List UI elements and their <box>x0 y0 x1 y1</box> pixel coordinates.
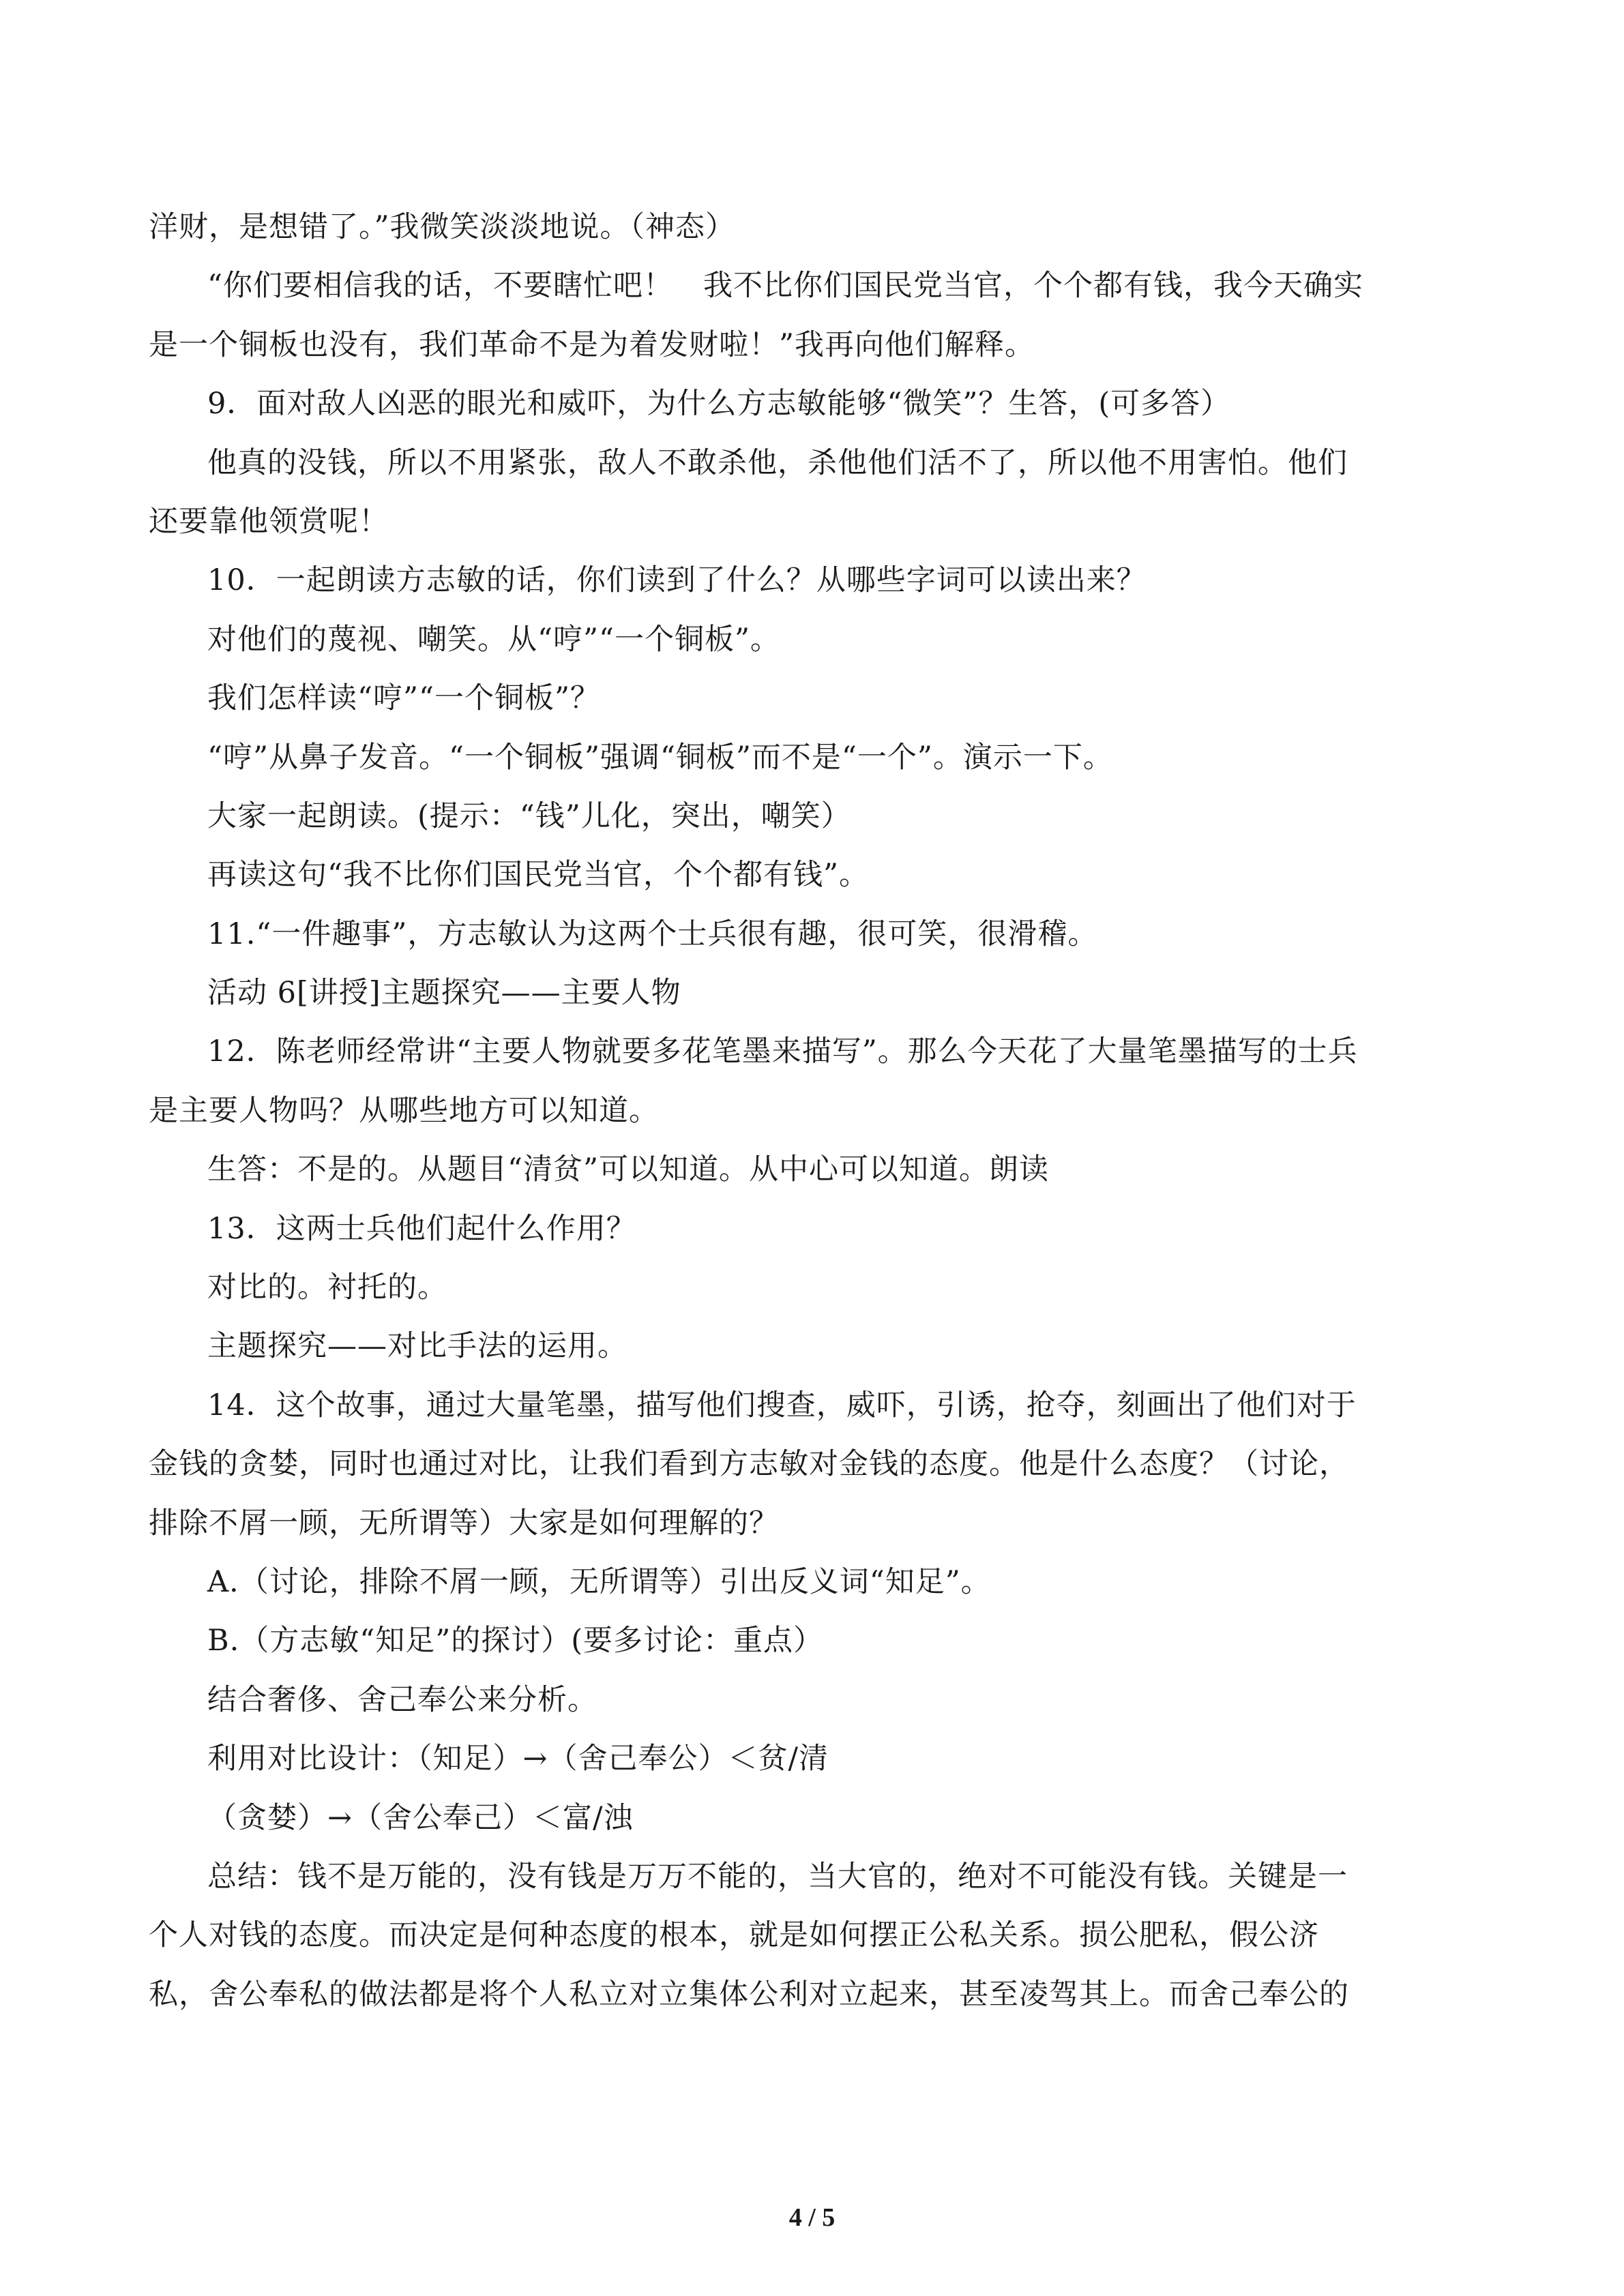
page-number: 4 / 5 <box>788 2203 836 2232</box>
text-line: 是主要人物吗？从哪些地方可以知道。 <box>149 1093 659 1128</box>
text-line: 私，舍公奉私的做法都是将个人私立对立集体公利对立起来，甚至凌驾其上。而舍己奉公的 <box>149 1977 1349 2012</box>
text-line: 对比的。衬托的。 <box>207 1270 447 1305</box>
text-line: 9．面对敌人凶恶的眼光和威吓，为什么方志敏能够“微笑”？生答，(可多答） <box>207 387 1231 421</box>
text-line: “你们要相信我的话，不要瞎忙吧！ 我不比你们国民党当官，个个都有钱，我今天确实 <box>207 269 1363 303</box>
text-line: 再读这句“我不比你们国民党当官，个个都有钱”。 <box>207 858 869 893</box>
text-line: 金钱的贪婪，同时也通过对比，让我们看到方志敏对金钱的态度。他是什么态度？（讨论， <box>149 1447 1349 1482</box>
text-line: 我们怎样读“哼”“一个铜板”？ <box>207 681 600 716</box>
text-line: （贪婪）→（舍公奉己）＜富/浊 <box>207 1800 634 1835</box>
text-line: 利用对比设计：（知足）→（舍己奉公）＜贫/清 <box>207 1742 829 1776</box>
text-line: B.（方志敏“知足”的探讨）(要多讨论：重点） <box>207 1624 824 1658</box>
text-line: “哼”从鼻子发音。“一个铜板”强调“铜板”而不是“一个”。演示一下。 <box>207 740 1113 775</box>
text-line: 生答：不是的。从题目“清贫”可以知道。从中心可以知道。朗读 <box>207 1152 1049 1187</box>
text-line: 是一个铜板也没有，我们革命不是为着发财啦！”我再向他们解释。 <box>149 327 1035 362</box>
text-line: 结合奢侈、舍己奉公来分析。 <box>207 1682 597 1717</box>
body-text <box>149 198 1486 2024</box>
text-line: 洋财，是想错了。”我微笑淡淡地说。（神态） <box>149 210 735 244</box>
text-line: 排除不屑一顾，无所谓等）大家是如何理解的？ <box>149 1506 779 1540</box>
text-line: 12．陈老师经常讲“主要人物就要多花笔墨来描写”。那么今天花了大量笔墨描写的士兵 <box>207 1034 1358 1069</box>
text-line: 10．一起朗读方志敏的话，你们读到了什么？从哪些字词可以读出来？ <box>207 563 1147 598</box>
text-line: 活动 6[讲授]主题探究——主要人物 <box>207 976 681 1011</box>
text-line: 总结：钱不是万能的，没有钱是万万不能的，当大官的，绝对不可能没有钱。关键是一 <box>207 1859 1348 1894</box>
text-line: 主题探究——对比手法的运用。 <box>207 1329 628 1364</box>
text-line: 13．这两士兵他们起什么作用？ <box>207 1211 636 1246</box>
text-line: 大家一起朗读。(提示：“钱”儿化，突出，嘲笑） <box>207 799 851 833</box>
text-line: 对他们的蔑视、嘲笑。从“哼”“一个铜板”。 <box>207 622 780 657</box>
text-line: 个人对钱的态度。而决定是何种态度的根本，就是如何摆正公私关系。损公肥私，假公济 <box>149 1918 1319 1953</box>
text-line: 他真的没钱，所以不用紧张，敌人不敢杀他，杀他他们活不了，所以他不用害怕。他们 <box>207 445 1348 480</box>
text-line: 11.“一件趣事”，方志敏认为这两个士兵很有趣，很可笑，很滑稽。 <box>207 916 1098 951</box>
text-line: 还要靠他领赏呢！ <box>149 504 389 539</box>
text-line: A.（讨论，排除不屑一顾，无所谓等）引出反义词“知足”。 <box>207 1564 991 1599</box>
text-line: 14．这个故事，通过大量笔墨，描写他们搜查，威吓，引诱，抢夺，刻画出了他们对于 <box>207 1388 1357 1422</box>
